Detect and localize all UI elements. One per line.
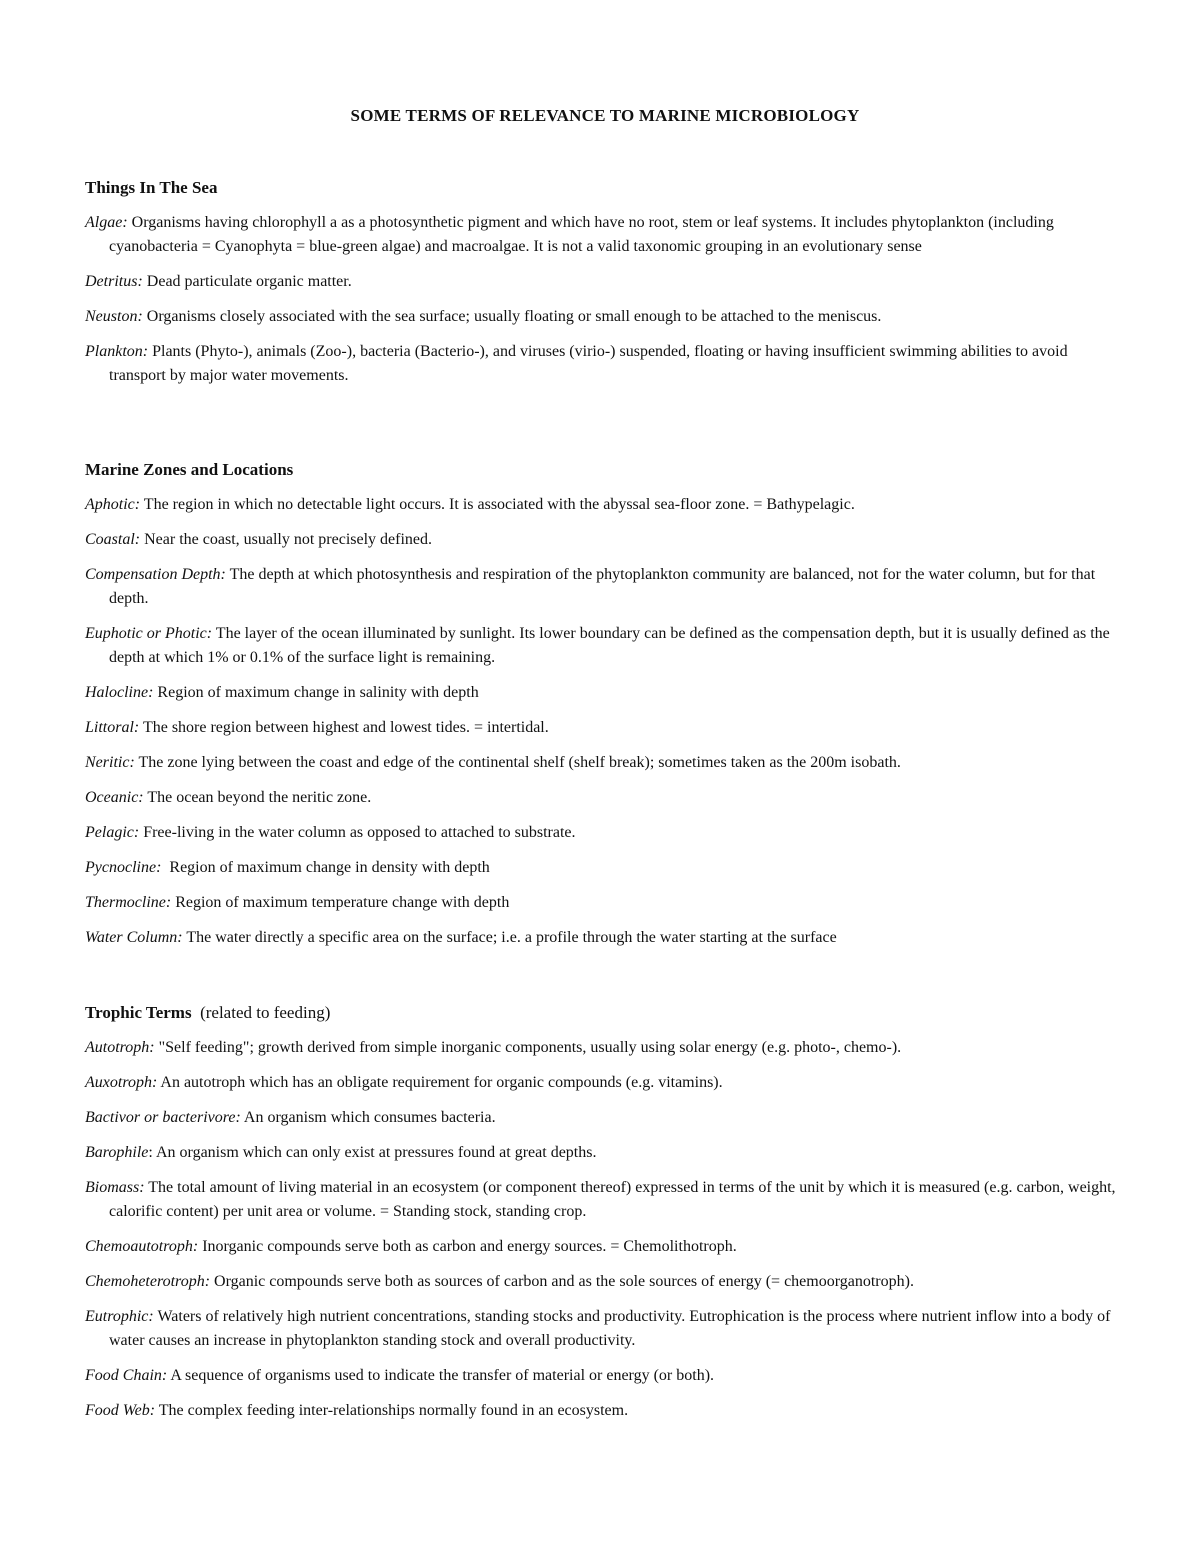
glossary-term: Eutrophic:: [85, 1308, 154, 1325]
glossary-term: Water Column:: [85, 929, 183, 946]
glossary-definition: The shore region between highest and lowest tides. = intertidal.: [139, 719, 549, 736]
glossary-entry-bactivor: [85, 1106, 1125, 1130]
glossary-definition: Inorganic compounds serve both as carbon and energy sources. = Chemolithotroph.: [198, 1238, 737, 1255]
glossary-term: Algae:: [85, 214, 128, 231]
glossary-term: Oceanic:: [85, 789, 144, 806]
glossary-entry-algae: [85, 211, 1125, 259]
glossary-entry-chemoautotroph: [85, 1235, 1125, 1259]
glossary-entry-eutrophic: [85, 1305, 1125, 1353]
document-title: SOME TERMS OF RELEVANCE TO MARINE MICROBIOLOGY: [350, 106, 860, 125]
glossary-definition: The complex feeding inter-relationships normally found in an ecosystem.: [155, 1402, 629, 1419]
glossary-definition: The depth at which photosynthesis and respiration of the phytoplankton community are balanced, not for the water column, but for that depth.: [109, 566, 1096, 607]
glossary-entry-biomass: [85, 1176, 1125, 1224]
glossary-term: Aphotic:: [85, 496, 141, 513]
glossary-term: Littoral:: [85, 719, 140, 736]
glossary-entry-pelagic: [85, 821, 1125, 845]
glossary-definition: Near the coast, usually not precisely defined.: [140, 531, 433, 548]
glossary-entry-pycnocline: [85, 856, 1125, 880]
glossary-term: Food Web:: [85, 1402, 156, 1419]
glossary-definition: Free-living in the water column as opposed to attached to substrate.: [139, 824, 576, 841]
section-heading-text: Trophic Terms: [85, 1003, 192, 1022]
glossary-definition: The layer of the ocean illuminated by sunlight. Its lower boundary can be defined as the compensation depth, but it is usually defined as the depth at which 1% or 0.1% of the surface light is remaining.: [109, 625, 1110, 666]
glossary-term: Pelagic:: [85, 824, 140, 841]
glossary-entry-detritus: [85, 270, 1125, 294]
glossary-entry-water-column: [85, 926, 1125, 950]
glossary-definition: Region of maximum change in density with depth: [161, 859, 490, 876]
glossary-definition: The region in which no detectable light occurs. It is associated with the abyssal sea-floor zone. = Bathypelagic.: [140, 496, 855, 513]
glossary-entry-neuston: [85, 305, 1125, 329]
glossary-entry-autotroph: [85, 1036, 1125, 1060]
glossary-definition: The water directly a specific area on the surface; i.e. a profile through the water starting at the surface: [182, 929, 837, 946]
glossary-definition: Waters of relatively high nutrient concentrations, standing stocks and productivity. Eutrophication is the process where nutrient inflow into a body of water causes an increase in phytoplankton standing stock and overall productivity.: [109, 1308, 1111, 1349]
section-heading-text: Marine Zones and Locations: [85, 460, 294, 479]
glossary-term: Autotroph:: [85, 1039, 155, 1056]
glossary-definition: : An organism which can only exist at pressures found at great depths.: [148, 1144, 597, 1161]
glossary-definition: Dead particulate organic matter.: [142, 273, 352, 290]
section-heading: [85, 458, 1125, 482]
glossary-term: Coastal:: [85, 531, 141, 548]
glossary-term: Plankton:: [85, 343, 149, 360]
glossary-entry-barophile: [85, 1141, 1125, 1165]
glossary-term: Neritic:: [85, 754, 135, 771]
glossary-entry-oceanic: [85, 786, 1125, 810]
glossary-definition: The zone lying between the coast and edge of the continental shelf (shelf break); sometimes taken as the 200m isobath.: [134, 754, 901, 771]
glossary-term: Detritus:: [85, 273, 143, 290]
glossary-term: Neuston:: [85, 308, 143, 325]
glossary-entry-compensation-depth: [85, 563, 1125, 611]
section-trophic-terms: [85, 1001, 1125, 1434]
section-heading-text: Things In The Sea: [85, 178, 218, 197]
glossary-term: Pycnocline:: [85, 859, 162, 876]
glossary-definition: "Self feeding"; growth derived from simple inorganic components, usually using solar energy (e.g. photo-, chemo-).: [154, 1039, 902, 1056]
glossary-term: Barophile: [85, 1144, 149, 1161]
glossary-term: Food Chain:: [85, 1367, 168, 1384]
glossary-entry-food-web: [85, 1399, 1125, 1423]
glossary-entry-neritic: [85, 751, 1125, 775]
glossary-entry-coastal: [85, 528, 1125, 552]
glossary-entry-halocline: [85, 681, 1125, 705]
glossary-term: Biomass:: [85, 1179, 145, 1196]
glossary-definition: Organisms closely associated with the sea surface; usually floating or small enough to be attached to the meniscus.: [142, 308, 882, 325]
section-marine-zones: [85, 458, 1125, 961]
glossary-entry-chemoheterotroph: [85, 1270, 1125, 1294]
glossary-term: Chemoautotroph:: [85, 1238, 199, 1255]
glossary-term: Halocline:: [85, 684, 154, 701]
glossary-definition: The ocean beyond the neritic zone.: [143, 789, 372, 806]
glossary-term: Thermocline:: [85, 894, 172, 911]
section-heading: [85, 176, 1125, 200]
glossary-entry-food-chain: [85, 1364, 1125, 1388]
glossary-definition: A sequence of organisms used to indicate the transfer of material or energy (or both).: [167, 1367, 715, 1384]
glossary-entry-aphotic: [85, 493, 1125, 517]
section-heading: [85, 1001, 1125, 1025]
glossary-definition: Region of maximum change in salinity with depth: [153, 684, 479, 701]
glossary-definition: Region of maximum temperature change with depth: [171, 894, 510, 911]
section-things-in-the-sea: [85, 176, 1125, 399]
glossary-definition: Organisms having chlorophyll a as a photosynthetic pigment and which have no root, stem or leaf systems. It includes phytoplankton (including cyanobacteria = Cyanophyta = blue-green algae) and macroalgae. It is not a valid taxonomic grouping in an evolutionary sense: [109, 214, 1054, 255]
glossary-entry-auxotroph: [85, 1071, 1125, 1095]
glossary-definition: The total amount of living material in an ecosystem (or component thereof) expressed in terms of the unit by which it is measured (e.g. carbon, weight, calorific content) per unit area or volume. = Standing stock, standing crop.: [109, 1179, 1116, 1220]
glossary-entry-thermocline: [85, 891, 1125, 915]
glossary-term: Compensation Depth:: [85, 566, 226, 583]
glossary-entry-plankton: [85, 340, 1125, 388]
glossary-term: Euphotic or Photic:: [85, 625, 213, 642]
glossary-definition: Organic compounds serve both as sources of carbon and as the sole sources of energy (= chemoorganotroph).: [210, 1273, 914, 1290]
glossary-term: Auxotroph:: [85, 1074, 158, 1091]
glossary-entry-littoral: [85, 716, 1125, 740]
glossary-definition: Plants (Phyto-), animals (Zoo-), bacteria (Bacterio-), and viruses (virio-) suspended, floating or having insufficient swimming abilities to avoid transport by major water movements.: [109, 343, 1068, 384]
glossary-definition: An autotroph which has an obligate requirement for organic compounds (e.g. vitamins).: [157, 1074, 723, 1091]
glossary-definition: An organism which consumes bacteria.: [240, 1109, 496, 1126]
glossary-term: Bactivor or bacterivore:: [85, 1109, 241, 1126]
glossary-entry-euphotic: [85, 622, 1125, 670]
section-subheading: (related to feeding): [191, 1003, 331, 1022]
glossary-term: Chemoheterotroph:: [85, 1273, 211, 1290]
